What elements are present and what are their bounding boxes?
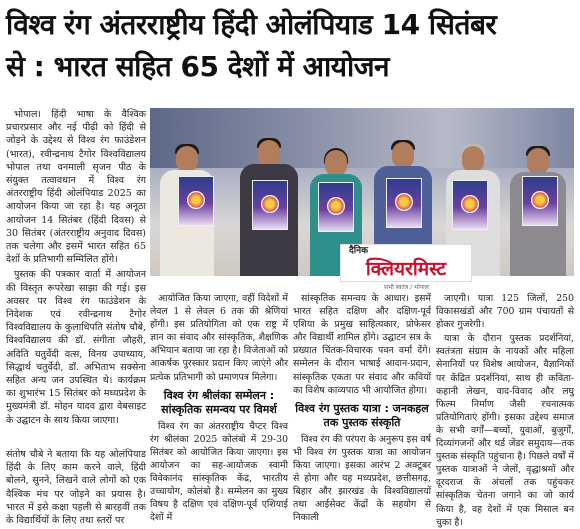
left-paragraph-1: भोपाल। हिंदी भाषा के वैश्विक प्रचारप्रसार और नई पीढ़ी को हिंदी से जोड़ने के उद्देश्य से विश्व रंग फाउंडेशन (भारत), रवीन्द्रनाथ टैगोर विश्वविद्यालय भोपाल तथा वनमाली सृजन पीठ के संयुक्त तत्वावधान में विश्व रंग अंतरराष्ट्रीय हिंदी ओलंपियाड 2025 का आयोजन किया जा रहा है। यह अनूठा आयोजन 14 सितंबर (हिंदी दिवस) से 30 सितंबर (अंतरराष्ट्रीय अनुवाद दिवस) तक चलेगा और इसमें भारत सहित 65 देशों के प्रतिभागी सम्मिलित होंगे। [6, 109, 146, 266]
photo-poster [452, 180, 488, 230]
article-column-2 [293, 292, 431, 524]
photo-poster [522, 176, 558, 226]
col3-paragraph-1: जाएगी। यात्रा 125 जिलों, 250 विकासखंडों और 700 ग्राम पंचायतों से होकर गुजरेगी। [436, 293, 574, 331]
photo-poster [252, 180, 288, 230]
col2-paragraph-2: विश्व रंग की परंपरा के अनुरूप इस वर्ष भी विश्व रंग पुस्तक यात्रा का आयोजन किया जाएगा। इसका आरंभ 2 अक्टूबर से होगा और यह मध्यप्रदेश, छत्तीसगढ़, बिहार और झारखंड के विश्वविद्यालयों तथा आईसेक्ट केंद्रों के सहयोग से निकाली [293, 433, 431, 524]
headline-line-2: से : भारत सहित 65 देशों में आयोजन [6, 50, 390, 83]
headline [6, 4, 574, 100]
col1-paragraph-1: आयोजित किया जाएगा, वहीं विदेशों में लेवल 1 से लेवल 6 तक की श्रेणियां होंगी। इस प्रतियोगिता को एक राष्ट्र में ज्ञान का संवाद और सांस्कृतिक, शैक्षणिक अभियान बताया जा रहा है। विजेताओं को आकर्षक पुरस्कार प्रदान किए जाएंगे और प्रत्येक प्रतिभागी को प्रमाणपत्र मिलेगा। [150, 293, 288, 383]
photo-credit: सभी स्वतंत्र / भोपाल [384, 284, 429, 291]
left-paragraph-2: पुस्तक की पत्रकार वार्ता में आयोजन की विस्तृत रूपरेखा साझा की गई। इस अवसर पर विश्व रंग फाउंडेशन के निदेशक एवं रवीन्द्रनाथ टैगोर विश्वविद्यालय के कुलाधिपति संतोष चौबे, विश्वविद्यालय की डॉ. संगीता जौहरी, अदिति चतुर्वेदी वत्स, विनय उपाध्याय, सिद्धार्थ चतुर्वेदी, डॉ. अभिताभ सक्सेना सहित अन्य जन उपस्थित थे। कार्यक्रम का शुभारंभ 15 सितंबर को मध्यप्रदेश के मुख्यमंत्री डॉ. मोहन यादव द्वारा वेबसाइट के उद्घाटन के साथ किया जाएगा। [6, 269, 146, 426]
article-column-3 [436, 292, 574, 528]
col2-paragraph-1: सांस्कृतिक समन्वय के आधार। इसमें भारत सहित दक्षिण और दक्षिण-पूर्व एशिया के प्रमुख साहित्यकार, प्रोफेसर और विद्यार्थी शामिल होंगे। उद्घाटन सत्र के प्रख्यात चिंतक-विचारक पवन वर्मा देंगे। सम्मेलन के दौरान भाषाई आदान-प्रदान, सांस्कृतिक एकता पर संवाद और कवियों का विशेष काव्यपाठ भी आयोजित होगा। [293, 293, 431, 396]
col3-paragraph-2: यात्रा के दौरान पुस्तक प्रदर्शनियां, स्वतंत्रता संग्राम के नायकों और महिला सेनानियों पर विशेष आयोजन, वैज्ञानिकों पर केंद्रित प्रदर्शनियां, साथ ही कविता-कहानी लेखन, वाद-विवाद और लघु फिल्म निर्माण जैसी रचनात्मक प्रतियोगिताएं होंगी। इसका उद्देश्य समाज के सभी वर्गों—बच्चों, युवाओं, बुजुर्गों, दिव्यांगजनों और थर्ड जेंडर समुदाय—तक पुस्तक संस्कृति पहुंचाना है। पिछले वर्षों में पुस्तक यात्राओं ने जेलों, वृद्धाश्रमों और दूरदराज के अंचलों तक पहुंचकर सांस्कृतिक चेतना जगाने का जो कार्य किया है, वह देशों में एक मिसाल बन चुका है। [436, 333, 574, 528]
photo-poster [178, 176, 214, 226]
left-column-bottom [6, 448, 146, 527]
masthead-small: दैनिक [349, 246, 369, 256]
subheading-book-yatra: विश्व रंग पुस्तक यात्रा : जनकहल तक पुस्तक संस्कृति [295, 401, 429, 429]
col1-paragraph-2: विश्व रंग का अंतरराष्ट्रीय चैप्टर विश्व रंग श्रीलंका 2025 कोलंबो में 29-30 सितंबर को आयोजित किया जाएगा। इस आयोजन का सह-आयोजक स्वामी विवेकानंद सांस्कृतिक केंद्र, भारतीय उच्चायोग, कोलंबो है। सम्मेलन का मुख्य विषय है दक्षिण एवं दक्षिण-पूर्व एशियाई देशों में [150, 420, 288, 524]
photo-poster [386, 178, 422, 228]
headline-line-1: विश्व रंग अंतरराष्ट्रीय हिंदी ओलंपियाड 14 सितंबर [6, 8, 497, 41]
masthead-logo [340, 244, 472, 282]
left-column [6, 108, 146, 448]
photo-poster [318, 182, 354, 232]
subheading-srilanka: विश्व रंग श्रीलंका सम्मेलन : सांस्कृतिक समन्वय पर विमर्श [161, 388, 277, 416]
masthead-title: क्लियरमिस्ट [365, 258, 447, 280]
left-paragraph-3: संतोष चौबे ने बताया कि यह ओलंपियाड हिंदी के लिए काम करने वाले, हिंदी बोलने, सुनने, लिखने वाले लोगों को एक वैश्विक मंच पर जोड़ने का प्रयास है। भारत में इसे कक्षा पहली से बारहवीं तक के विद्यार्थियों के लिए तथा स्तरों पर [6, 449, 146, 527]
article-column-1 [150, 292, 288, 524]
